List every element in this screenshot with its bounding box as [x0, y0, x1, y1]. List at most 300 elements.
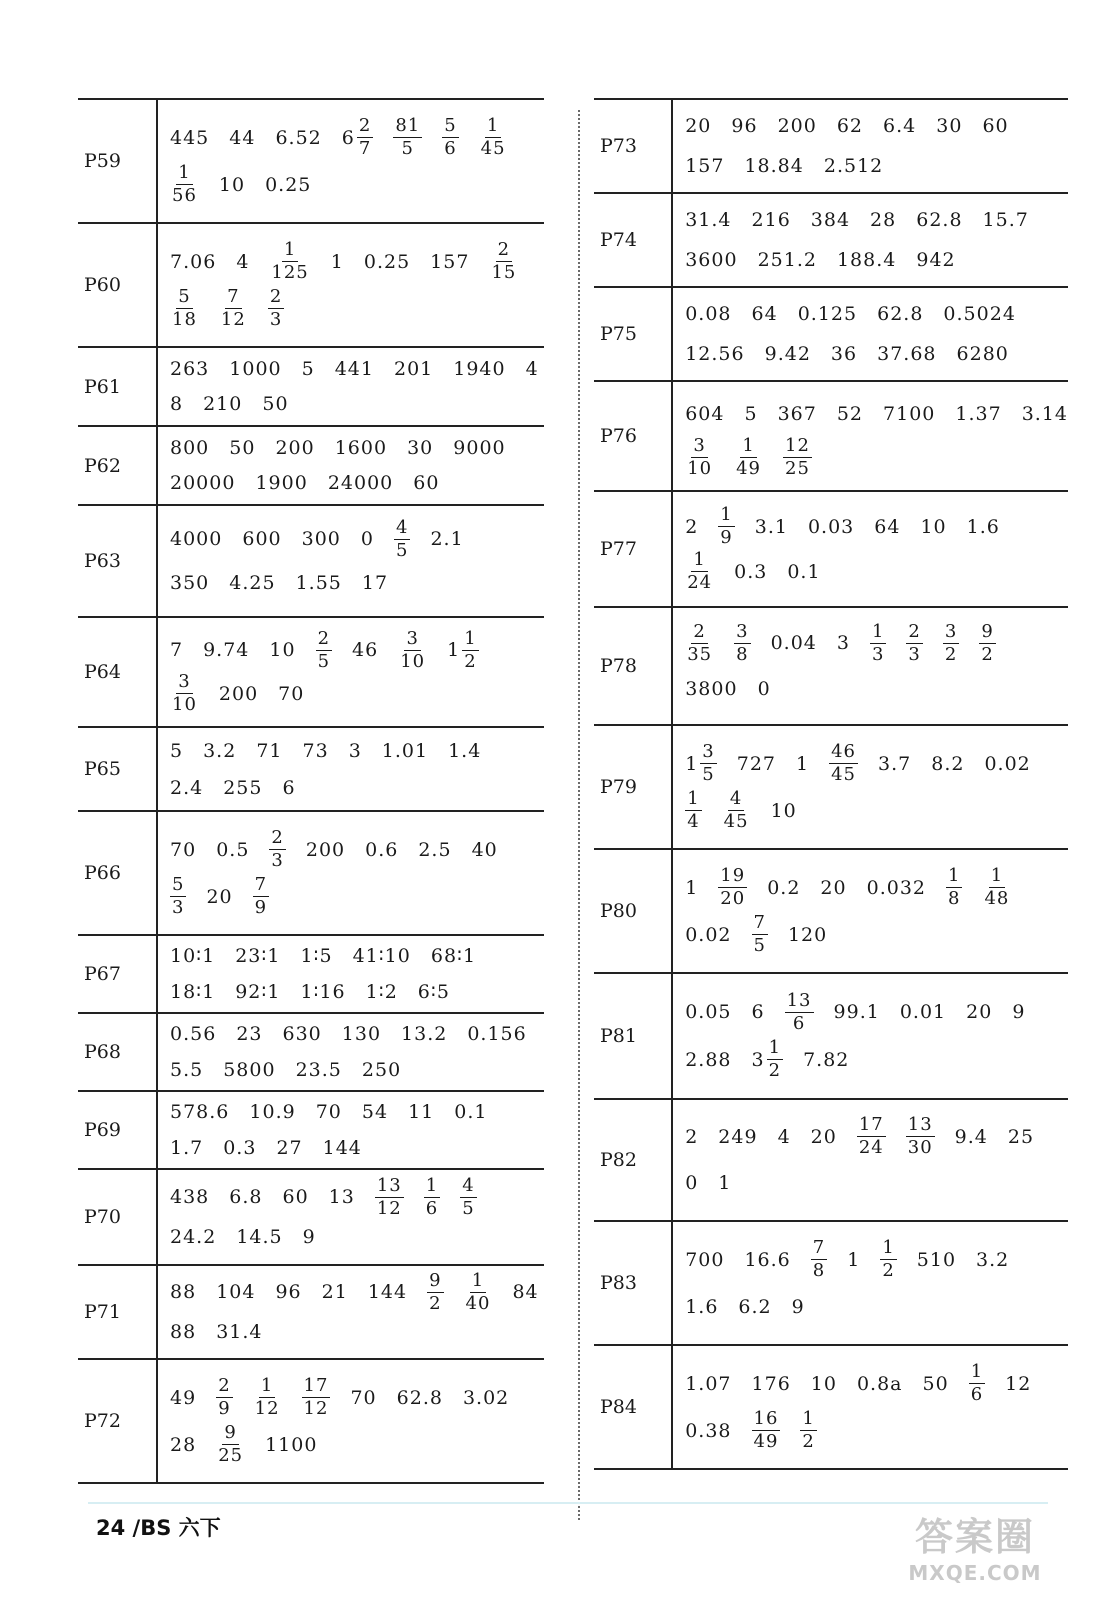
answer-cell [157, 1169, 544, 1265]
fraction [253, 876, 269, 917]
fraction-body [685, 551, 714, 592]
answer-value: 21 [321, 1281, 348, 1304]
fraction-numerator: 1 [283, 239, 297, 260]
answer-line [685, 146, 1068, 186]
fraction-body [375, 1174, 404, 1219]
fraction-denominator: 10 [400, 650, 426, 672]
answer-value: 144 [322, 1136, 362, 1159]
answer-value: 10∶1 [170, 945, 216, 968]
answer-value: 445 [170, 126, 210, 149]
answer-value: 50 [262, 393, 289, 416]
fraction [752, 914, 768, 955]
answer-value: 250 [361, 1058, 402, 1081]
answer-value: 23∶1 [235, 945, 281, 968]
answer-value: 1000 [229, 357, 282, 380]
answer-cell [157, 1013, 544, 1091]
fraction-body [216, 1424, 245, 1465]
answer-value: 0.156 [467, 1023, 527, 1046]
answer-cell [672, 193, 1068, 287]
answer-value: 13.2 [401, 1023, 448, 1046]
answer-value: 255 [223, 776, 263, 799]
answer-value: 5 [301, 357, 315, 380]
fraction-denominator: 30 [907, 1137, 933, 1159]
answer-value: 20 [966, 1001, 993, 1024]
fraction-body [685, 620, 714, 665]
answer-value: 3 [348, 739, 362, 762]
answer-table [594, 98, 1068, 1470]
fraction-numerator: 12 [785, 435, 810, 457]
answer-value: 1 [718, 1172, 732, 1195]
answer-value: 50 [229, 436, 256, 459]
answer-value: 7.06 [170, 250, 217, 273]
answer-value: 30 [936, 115, 963, 138]
answer-value: 62.8 [396, 1386, 443, 1409]
answer-value: 510 [916, 1248, 957, 1271]
answer-value: 3.7 [878, 752, 912, 775]
fraction-denominator: 49 [736, 458, 762, 480]
answer-cell [157, 99, 544, 223]
fraction-numerator: 5 [178, 286, 191, 307]
answer-line [685, 549, 1068, 594]
answer-line [170, 873, 544, 920]
answer-value: 96 [731, 115, 758, 138]
mixed-number [685, 743, 717, 784]
answer-line [685, 1114, 1068, 1161]
answer-cell [672, 725, 1068, 849]
fraction-numerator: 5 [172, 874, 185, 895]
answer-cell [672, 973, 1068, 1099]
answer-value: 1940 [453, 357, 506, 380]
table-row [594, 1099, 1068, 1221]
answer-value: 44 [229, 126, 256, 149]
answer-value: 3800 [685, 677, 738, 700]
fraction [982, 867, 1011, 908]
answer-value: 54 [361, 1101, 389, 1124]
fraction-body [700, 743, 716, 784]
fraction-numerator: 46 [831, 741, 857, 762]
answer-value: 24.2 [170, 1226, 217, 1248]
answer-value: 20000 [170, 472, 236, 495]
answer-line [170, 466, 544, 502]
fraction-numerator: 1 [802, 1408, 815, 1429]
fraction-body [170, 164, 199, 205]
fraction-numerator: 7 [753, 912, 766, 933]
fraction-denominator: 2 [802, 1431, 815, 1452]
table-row [78, 99, 544, 223]
fraction-denominator: 5 [753, 935, 766, 956]
fraction-numerator: 7 [254, 874, 268, 895]
fraction [734, 620, 750, 665]
answer-value: 13 [328, 1186, 355, 1208]
answer-value: 5 [170, 739, 184, 762]
answer-value: 28 [870, 209, 897, 232]
answer-value: 20 [685, 115, 712, 138]
answer-value: 1.7 [170, 1136, 204, 1159]
table-row [78, 347, 544, 426]
fraction-whole: 3 [751, 1048, 765, 1071]
answer-value: 120 [787, 923, 828, 946]
fraction-denominator: 12 [303, 1398, 329, 1419]
answer-value: 9000 [453, 436, 506, 459]
fraction-denominator: 2 [981, 643, 994, 665]
answer-value: 942 [916, 248, 956, 271]
fraction-numerator: 13 [786, 989, 812, 1011]
table-row [594, 381, 1068, 491]
fraction-body [479, 117, 508, 158]
fraction-numerator: 1 [948, 865, 961, 886]
fraction-body [906, 620, 922, 665]
fraction [269, 829, 285, 870]
fraction [857, 1116, 886, 1157]
fraction-denominator: 6 [444, 138, 457, 159]
answer-line [685, 787, 1068, 834]
table-row [78, 935, 544, 1013]
fraction [269, 241, 310, 282]
fraction-numerator: 4 [462, 1174, 475, 1196]
answer-value: 60 [982, 115, 1009, 138]
fraction [752, 1410, 781, 1451]
fraction-body [464, 1269, 493, 1314]
table-row [78, 1169, 544, 1265]
answer-line [685, 393, 1068, 437]
answer-value: 31.4 [685, 209, 732, 232]
fraction-body [783, 437, 812, 478]
fraction-numerator: 2 [218, 1375, 231, 1396]
fraction-body [880, 1239, 896, 1280]
answer-value: 5 [744, 403, 758, 426]
answer-value: 88 [170, 1281, 197, 1304]
mixed-number [447, 627, 479, 672]
fraction-denominator: 49 [753, 1431, 779, 1452]
fraction [398, 627, 427, 672]
fraction-body [811, 1239, 827, 1280]
answer-value: 6∶5 [417, 980, 450, 1003]
fraction-body [302, 1377, 331, 1418]
answer-line [685, 989, 1068, 1037]
answer-value: 0 [685, 1172, 699, 1195]
answer-line [685, 1407, 1068, 1454]
answer-value: 130 [341, 1023, 382, 1046]
table-row [78, 505, 544, 617]
answer-value: 2.5 [418, 838, 452, 861]
answer-value: 24000 [327, 472, 394, 495]
answer-value: 23 [236, 1023, 263, 1046]
answer-value: 1.07 [685, 1372, 732, 1395]
watermark-logo [875, 1506, 1075, 1592]
table-row [78, 223, 544, 347]
answer-value: 12 [1005, 1372, 1032, 1395]
answer-cell [157, 223, 544, 347]
page-number: P73 [594, 99, 672, 193]
fraction-body [734, 437, 763, 478]
answer-value: 700 [685, 1248, 725, 1271]
fraction-denominator: 8 [812, 1260, 826, 1281]
fraction-body [442, 117, 458, 158]
fraction-body [170, 876, 186, 917]
answer-line [685, 107, 1068, 147]
fraction-numerator: 1 [486, 115, 500, 136]
answer-value: 31.4 [216, 1320, 263, 1343]
answer-value: 60 [282, 1186, 309, 1208]
answer-value: 0.2 [767, 876, 801, 899]
answer-value: 70 [350, 1386, 377, 1409]
answer-value: 201 [393, 357, 434, 380]
fraction-denominator: 4 [687, 811, 700, 832]
answer-value: 8.2 [931, 752, 965, 775]
fraction [979, 620, 995, 665]
answer-value: 36 [830, 342, 858, 365]
answer-value: 28 [170, 1433, 197, 1456]
answer-value: 7100 [883, 403, 936, 426]
answer-value: 92∶1 [235, 980, 281, 1003]
answer-value: 52 [836, 403, 864, 426]
answer-value: 157 [430, 250, 470, 273]
answer-value: 600 [242, 528, 282, 550]
fraction-body [685, 790, 701, 831]
page-number: P77 [594, 491, 672, 607]
answer-value: 70 [278, 682, 305, 705]
fraction-denominator: 48 [984, 888, 1010, 909]
table-row [78, 1265, 544, 1359]
fraction [906, 1116, 935, 1157]
page-number: P71 [78, 1265, 157, 1359]
page-number: P81 [594, 973, 672, 1099]
answer-value: 1600 [334, 436, 388, 459]
fraction [685, 437, 714, 478]
page-number: P67 [78, 935, 157, 1013]
answer-value: 0.8a [856, 1372, 903, 1395]
fraction [479, 117, 508, 158]
fraction [946, 867, 962, 908]
answer-value: 0.38 [685, 1419, 732, 1442]
fraction-denominator: 2 [768, 1060, 782, 1082]
answer-value: 5.5 [170, 1058, 204, 1081]
answer-value: 630 [282, 1023, 322, 1046]
answer-value: 9 [1012, 1001, 1026, 1024]
table-row [594, 1345, 1068, 1469]
fraction-body [424, 1174, 440, 1219]
fraction-body [253, 1377, 282, 1418]
answer-cell [672, 1345, 1068, 1469]
table-row [594, 491, 1068, 607]
fraction-denominator: 24 [687, 572, 713, 593]
fraction-denominator: 125 [271, 262, 309, 283]
answer-value: 367 [777, 403, 817, 426]
answer-value: 0 [360, 528, 374, 550]
answer-line [685, 1283, 1068, 1330]
answer-value: 2.1 [430, 528, 464, 550]
fraction [170, 876, 186, 917]
answer-value: 99.1 [833, 1001, 880, 1024]
answer-value: 73 [302, 739, 329, 762]
answer-value: 249 [718, 1125, 758, 1148]
answer-line [685, 1360, 1068, 1407]
fraction [375, 1174, 404, 1219]
fraction-denominator: 25 [785, 458, 810, 480]
answer-value: 3.2 [203, 739, 237, 762]
fraction-body [829, 743, 858, 784]
answer-value: 9 [791, 1295, 805, 1318]
answer-line [685, 240, 1068, 280]
fraction [302, 1377, 331, 1418]
answer-value: 1.01 [381, 739, 429, 762]
answer-value: 0.56 [170, 1023, 217, 1046]
page-number: P68 [78, 1013, 157, 1091]
answer-value: 5800 [223, 1058, 276, 1081]
fraction-numerator: 13 [907, 1114, 933, 1136]
answer-line [170, 974, 544, 1010]
page-number: P82 [594, 1099, 672, 1221]
fraction [685, 620, 714, 665]
answer-cell [157, 811, 544, 935]
answer-cell [157, 426, 544, 505]
answer-line [685, 436, 1068, 480]
answer-value: 0.08 [685, 303, 732, 326]
fraction-denominator: 2 [882, 1260, 895, 1281]
fraction [170, 673, 199, 714]
page-footer: 24 /BS 六下 [96, 1516, 221, 1540]
answer-value: 62 [836, 115, 864, 138]
answer-value: 10 [810, 1372, 837, 1395]
fraction [880, 1239, 896, 1280]
fraction [253, 1377, 282, 1418]
fraction-numerator: 4 [729, 788, 743, 809]
fraction-numerator: 3 [406, 627, 419, 649]
page-number: P84 [594, 1345, 672, 1469]
answer-value: 0.05 [685, 1001, 732, 1024]
answer-value: 1 [685, 876, 699, 899]
fraction [829, 743, 858, 784]
answer-value: 1.6 [685, 1295, 719, 1318]
answer-value: 96 [275, 1281, 302, 1304]
fraction-denominator: 5 [395, 539, 409, 561]
answer-value: 70 [170, 838, 197, 861]
answer-line [170, 1312, 544, 1352]
fraction-denominator: 24 [858, 1137, 884, 1159]
answer-value: 1.37 [955, 403, 1002, 426]
answer-value: 12.56 [685, 342, 745, 365]
answer-value: 0.5024 [943, 303, 1016, 326]
answer-value: 62.8 [916, 209, 963, 232]
answer-value: 3.02 [462, 1386, 510, 1409]
fraction-denominator: 6 [792, 1012, 806, 1034]
fraction-numerator: 9 [429, 1269, 442, 1291]
answer-value: 0.01 [899, 1001, 947, 1024]
answer-value: 71 [256, 739, 283, 762]
fraction-denominator: 2 [429, 1292, 442, 1314]
answer-value: 64 [751, 303, 778, 326]
answer-value: 9.4 [954, 1125, 988, 1148]
answer-value: 188.4 [836, 248, 897, 271]
answer-table-right [594, 98, 1068, 1470]
answer-value: 50 [922, 1372, 949, 1395]
answer-value: 2.88 [685, 1048, 732, 1071]
fraction [969, 1363, 985, 1404]
fraction-numerator: 1 [720, 504, 733, 525]
answer-value: 10.9 [249, 1101, 296, 1124]
mixed-number [752, 1039, 784, 1080]
fraction [216, 1424, 245, 1465]
answer-value: 17 [361, 572, 389, 594]
table-row [78, 1013, 544, 1091]
answer-line [170, 1052, 544, 1088]
fraction [685, 551, 714, 592]
fraction [811, 1239, 827, 1280]
table-row [594, 193, 1068, 287]
fraction [464, 1269, 493, 1314]
answer-cell [672, 99, 1068, 193]
fraction-body [979, 620, 995, 665]
fraction [718, 506, 734, 547]
page-number: P66 [78, 811, 157, 935]
fraction-numerator: 1 [464, 627, 477, 649]
fraction-whole: 1 [685, 752, 699, 775]
fraction-numerator: 2 [317, 627, 331, 649]
answer-value: 0.032 [866, 876, 927, 899]
fraction-body [870, 620, 886, 665]
fraction-denominator: 3 [871, 643, 885, 665]
answer-value: 3.14 [1021, 403, 1068, 426]
page-number: P62 [78, 426, 157, 505]
answer-line [685, 295, 1068, 335]
answer-value: 20 [206, 885, 233, 908]
answer-value: 20 [820, 876, 847, 899]
answer-value: 4 [777, 1125, 791, 1148]
fraction-numerator: 3 [702, 741, 715, 762]
fraction [424, 1174, 440, 1219]
answer-value: 4 [525, 357, 539, 380]
fraction-denominator: 9 [254, 897, 268, 918]
answer-cell [157, 1091, 544, 1169]
answer-value: 0.03 [807, 515, 855, 538]
answer-value: 604 [685, 403, 725, 426]
fraction-denominator: 2 [944, 643, 958, 665]
fraction-denominator: 10 [172, 694, 197, 716]
table-row [594, 849, 1068, 973]
answer-value: 84 [512, 1281, 539, 1304]
table-row [594, 287, 1068, 381]
answer-line [170, 161, 544, 208]
fraction-numerator: 1 [425, 1174, 439, 1196]
answer-value: 4.25 [229, 572, 276, 594]
answer-value: 263 [170, 357, 210, 380]
fraction-denominator: 5 [702, 764, 715, 785]
answer-value: 3 [836, 632, 850, 655]
answer-value: 6.4 [883, 115, 917, 138]
page-number: P65 [78, 727, 157, 811]
answer-line [170, 430, 544, 466]
fraction-numerator: 7 [812, 1237, 826, 1258]
page-number: P70 [78, 1169, 157, 1265]
answer-value: 0.125 [797, 303, 858, 326]
answer-value: 210 [203, 393, 243, 416]
fraction-denominator: 45 [480, 138, 506, 159]
fraction-body [718, 867, 747, 908]
table-row [78, 426, 544, 505]
fraction [170, 288, 199, 329]
answer-value: 8 [170, 393, 184, 416]
answer-line [685, 201, 1068, 241]
answer-value: 800 [170, 436, 210, 459]
answer-value: 18.84 [744, 154, 804, 177]
table-row [594, 973, 1068, 1099]
fraction-numerator: 1 [471, 1269, 485, 1291]
fraction-denominator: 25 [218, 1445, 244, 1466]
fraction-whole: 6 [341, 126, 355, 149]
page-number: P79 [594, 725, 672, 849]
fraction-denominator: 40 [465, 1292, 491, 1314]
fraction-body [393, 117, 422, 158]
